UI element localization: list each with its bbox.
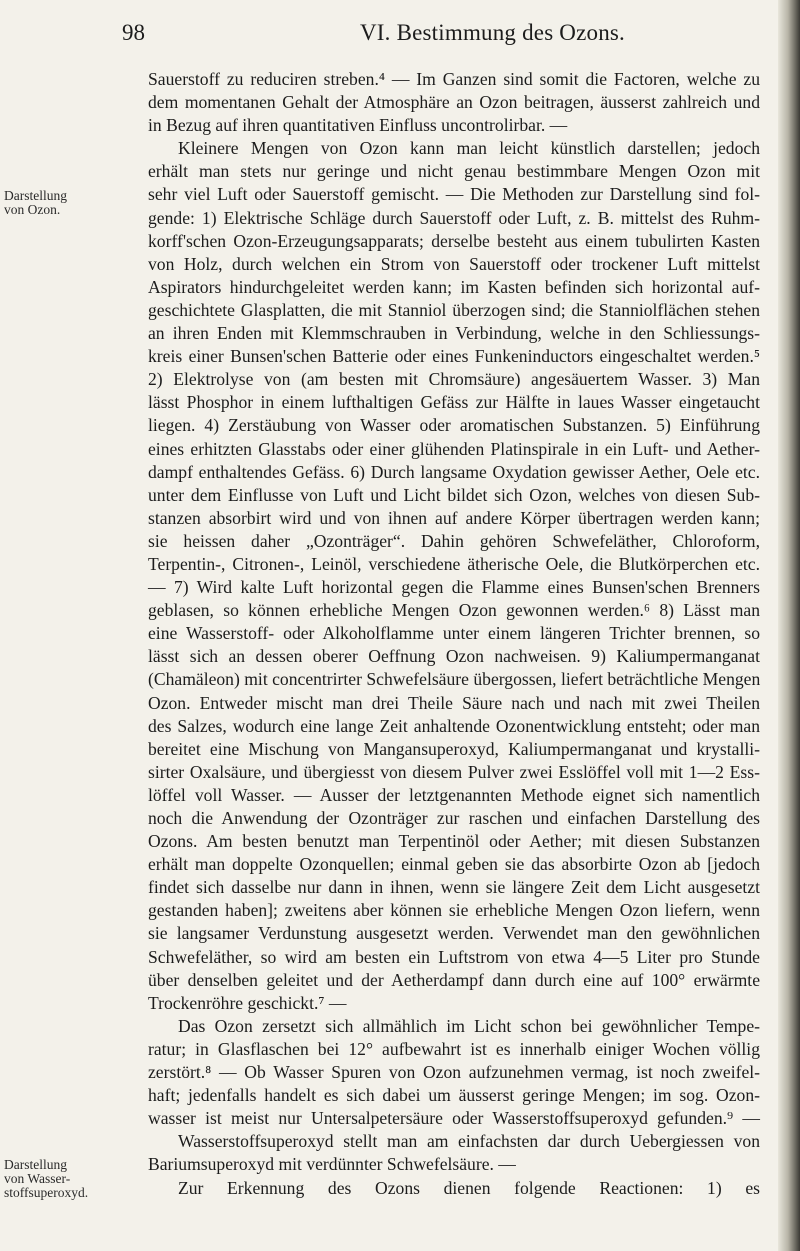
text-line: dampf enthaltendes Gefäss. 6) Durch langsame Oxydation gewisser Aether, Oele etc. bbox=[148, 461, 760, 482]
text-line: sehr viel Luft oder Sauerstoff gemischt. — Die Methoden zur Darstellung sind fol- bbox=[148, 184, 760, 205]
text-line: Terpentin-, Citronen-, Leinöl, verschiedene ätherische Oele, die Blutkörperchen etc. bbox=[148, 553, 760, 574]
text-line: in Bezug auf ihren quantitativen Einfluss uncontrolirbar. — bbox=[148, 115, 568, 136]
page-header bbox=[0, 20, 800, 50]
text-line: zerstört.⁸ — Ob Wasser Spuren von Ozon aufzunehmen vermag, ist noch zweifel- bbox=[148, 1062, 760, 1083]
text-line: geschichtete Glasplatten, die mit Stanniol überzogen sind; die Stanniolflächen stehen bbox=[148, 299, 760, 320]
margin-note-line: von Ozon. bbox=[4, 202, 61, 217]
text-line: findet sich dasselbe nur dann in ihnen, wenn sie längere Zeit dem Licht ausgesetzt bbox=[148, 877, 760, 898]
text-line: lässt sich an dessen oberer Oeffnung Ozon nachweisen. 9) Kaliumpermanganat bbox=[148, 646, 760, 667]
text-line: noch die Anwendung der Ozonträger zur raschen und einfachen Darstellung des bbox=[148, 808, 760, 828]
text-line: Aspirators hindurchgeleitet werden kann; im Kasten befinden sich horizontal auf- bbox=[148, 276, 760, 297]
text-line: sirter Oxalsäure, und übergiesst von diesem Pulver zwei Esslöffel voll mit 1—2 Ess- bbox=[148, 761, 760, 782]
running-title: VI. Bestimmung des Ozons. bbox=[360, 20, 626, 45]
text-line: 2) Elektrolyse von (am besten mit Chromsäure) angesäuertem Wasser. 3) Man bbox=[148, 369, 760, 390]
text-line: Zur Erkennung des Ozons dienen folgende Reactionen: 1) es bbox=[178, 1177, 760, 1198]
text-line: bereitet eine Mischung von Mangansuperoxyd, Kaliumpermanganat und krystalli- bbox=[148, 738, 760, 759]
margin-note-line: von Wasser- bbox=[4, 1171, 71, 1186]
text-line: sie heissen daher „Ozonträger“. Dahin gehören Schwefeläther, Chloroform, bbox=[148, 530, 760, 551]
text-line: Wasserstoffsuperoxyd stellt man am einfachsten dar durch Uebergiessen von bbox=[178, 1131, 760, 1152]
text-line: — 7) Wird kalte Luft horizontal gegen die Flamme eines Bunsen'schen Brenners bbox=[148, 577, 760, 598]
page-number: 98 bbox=[122, 20, 145, 45]
margin-note-darstellung-ozon bbox=[4, 189, 112, 217]
text-line: Ozons. Am besten benutzt man Terpentinöl oder Aether; mit diesen Substanzen bbox=[148, 831, 760, 852]
text-line: ratur; in Glasflaschen bei 12° aufbewahrt ist es innerhalb einiger Wochen völlig bbox=[148, 1038, 760, 1059]
text-line: unter dem Einflusse von Luft und Licht bildet sich Ozon, welches von diesen Sub- bbox=[148, 484, 760, 505]
body-text bbox=[148, 68, 760, 1200]
page-edge-shadow bbox=[778, 0, 800, 1251]
text-line: erhält man stets nur geringe und nicht genau bestimmbare Mengen Ozon mit bbox=[148, 161, 760, 182]
text-line: an ihren Enden mit Klemmschrauben in Verbindung, welche in den Schliessungs- bbox=[148, 323, 760, 344]
text-line: kreis einer Bunsen'schen Batterie oder eines Funkeninductors eingeschaltet werden.⁵ bbox=[148, 346, 760, 367]
text-line: Das Ozon zersetzt sich allmählich im Licht schon bei gewöhnlicher Tempe- bbox=[178, 1015, 760, 1036]
text-line: stanzen absorbirt wird und von ihnen auf andere Körper übertragen werden kann; bbox=[148, 507, 760, 528]
margin-note-darstellung-wasserstoffsuperoxyd bbox=[4, 1158, 112, 1200]
text-line: eine Wasserstoff- oder Alkoholflamme unter einem längeren Trichter brennen, so bbox=[148, 623, 760, 644]
text-line: (Chamäleon) mit concentrirter Schwefelsäure übergossen, liefert beträchtliche Mengen bbox=[148, 669, 761, 690]
text-line: liegen. 4) Zerstäubung von Wasser oder aromatischen Substanzen. 5) Einführung bbox=[148, 415, 760, 436]
text-line: wasser ist meist nur Untersalpetersäure oder Wasserstoffsuperoxyd gefunden.⁹ — bbox=[148, 1108, 760, 1129]
text-line: über denselben geleitet und der Aetherdampf dann durch eine auf 100° erwärmte bbox=[148, 969, 760, 990]
text-line: lässt Phosphor in einem lufthaltigen Gefäss zur Hälfte in laues Wasser eingetaucht bbox=[148, 392, 760, 413]
text-line: gestanden haben]; zweitens aber können sie erhebliche Mengen Ozon liefern, wenn bbox=[148, 900, 760, 921]
text-line: korff'schen Ozon-Erzeugungsapparats; derselbe besteht aus einem tubulirten Kasten bbox=[148, 230, 760, 251]
margin-note-line: Darstellung bbox=[4, 188, 67, 203]
text-line: Schwefeläther, so wird am besten ein Luftstrom von etwa 4—5 Liter pro Stunde bbox=[148, 946, 760, 967]
margin-note-line: stoffsuperoxyd. bbox=[4, 1185, 89, 1200]
text-line: geblasen, so können erhebliche Mengen Ozon gewonnen werden.⁶ 8) Lässt man bbox=[148, 600, 760, 621]
text-line: erhält man doppelte Ozonquellen; einmal geben sie das absorbirte Ozon ab [jedoch bbox=[148, 854, 760, 875]
text-line: haft; jedenfalls handelt es sich dabei um äusserst geringe Mengen; im sog. Ozon- bbox=[148, 1085, 760, 1106]
text-line: dem momentanen Gehalt der Atmosphäre an Ozon beitragen, äusserst zahlreich und bbox=[148, 92, 760, 113]
text-line: löffel voll Wasser. — Ausser der letztgenannten Methode eignet sich namentlich bbox=[148, 784, 760, 805]
text-line: Ozon. Entweder mischt man drei Theile Säure nach und nach mit zwei Theilen bbox=[148, 692, 760, 713]
text-line: von Holz, durch welchen ein Strom von Sauerstoff oder trockener Luft mittelst bbox=[148, 253, 760, 274]
text-line: Bariumsuperoxyd mit verdünnter Schwefelsäure. — bbox=[148, 1154, 516, 1175]
text-line: eines erhitzten Glasstabs oder einer glühenden Platinspirale in ein Luft- und Aether- bbox=[148, 438, 760, 459]
text-line: gende: 1) Elektrische Schläge durch Sauerstoff oder Luft, z. B. mittelst des Ruhm- bbox=[148, 207, 760, 228]
margin-note-line: Darstellung bbox=[4, 1157, 67, 1172]
text-line: sie langsamer Verdunstung ausgesetzt werden. Verwendet man den gewöhnlichen bbox=[148, 923, 760, 944]
text-line: Trockenröhre geschickt.⁷ — bbox=[148, 992, 347, 1013]
text-line: Sauerstoff zu reduciren streben.⁴ — Im Ganzen sind somit die Factoren, welche zu bbox=[148, 69, 760, 89]
text-line: Kleinere Mengen von Ozon kann man leicht künstlich darstellen; jedoch bbox=[178, 138, 760, 159]
text-line: des Salzes, wodurch eine lange Zeit anhaltende Ozonentwicklung entsteht; oder man bbox=[148, 715, 760, 736]
